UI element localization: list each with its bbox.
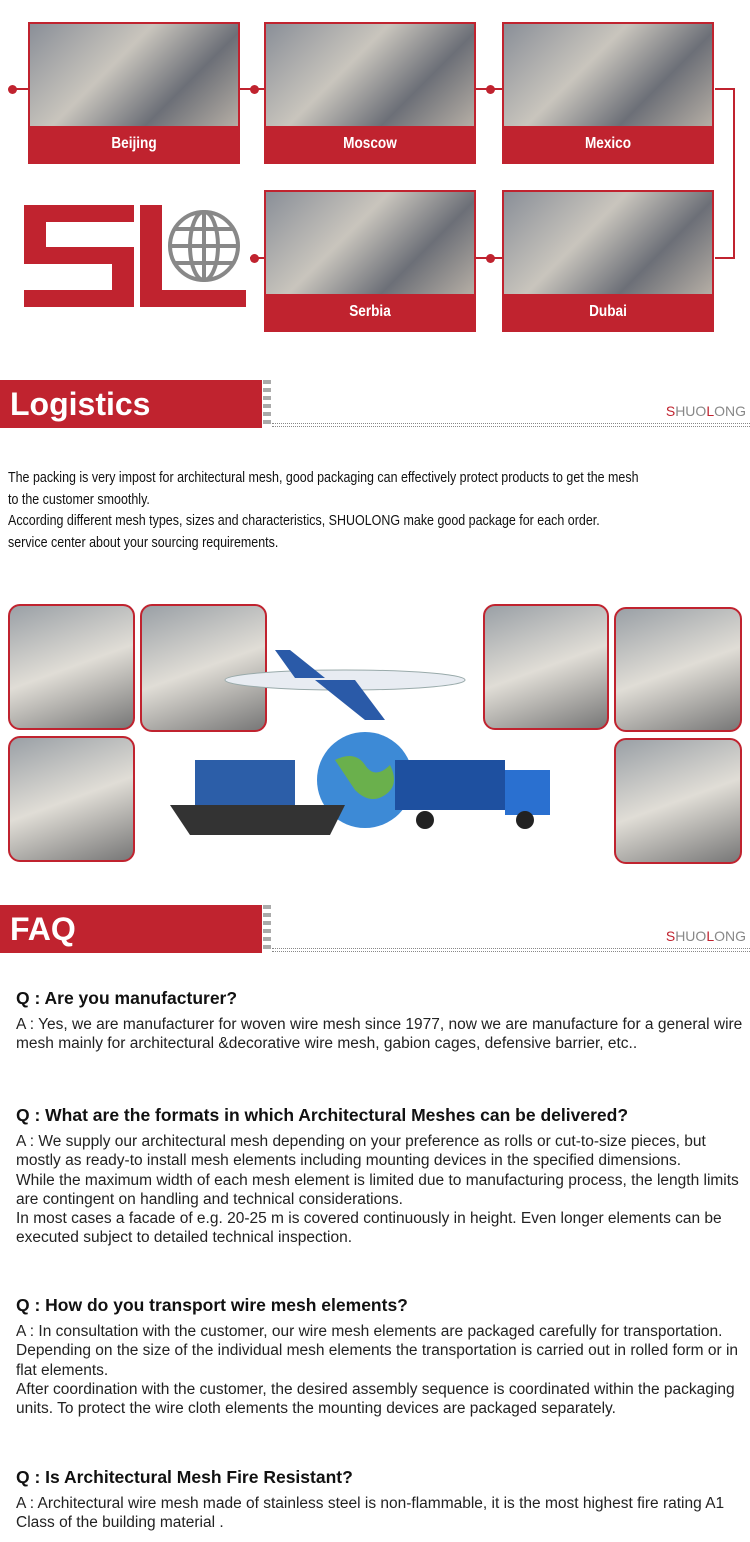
city-label: Mexico [584,135,632,152]
exhibition-photo [504,192,712,294]
city-label: Dubai [589,303,627,320]
divider [272,948,750,952]
paragraph: The packing is very impost for architectural mesh, good packaging can effectively protect products to get the mesh to the customer smoothly. [8,470,639,508]
faq-item [16,1295,746,1418]
paragraph: service center about your sourcing requirements. [8,534,279,551]
airplane-icon [225,650,465,720]
faq-answer: A : Architectural wire mesh made of stainless steel is non-flammable, it is the most highest fire rating A1 Class of the building material . [16,1495,725,1532]
faq-answer: In most cases a facade of e.g. 20-25 m is covered continuously in height. Even longer elements can be executed subject to detailed technical inspection. [16,1210,722,1247]
faq-answer: A : We supply our architectural mesh depending on your preference as rolls or cut-to-size pieces, but mostly as ready-to install mesh elements including mounting devices in the specified dimensions. [16,1133,706,1170]
exhibition-photo [266,24,474,126]
connector-dot [8,85,17,94]
city-label: Moscow [343,135,397,152]
faq-answer: After coordination with the customer, the desired assembly sequence is coordinated within the packaging units. To protect the wire cloth elements the mounting devices are packaged separately. [16,1380,735,1418]
packaging-photo [8,736,135,862]
packaging-photo [614,607,742,732]
city-label: Beijing [111,135,157,152]
decorative-checker [263,905,271,953]
connector-dot [250,85,259,94]
connector [733,88,735,259]
faq-question: Q : Are you manufacturer? [16,988,238,1008]
faq-item [16,1105,746,1248]
faq-answer: While the maximum width of each mesh element is limited due to manufacturing process, the length limits are contingent on handling and technical considerations. [16,1171,739,1208]
packaging-photo [8,604,135,730]
globe-icon [170,212,238,280]
logistics-description [8,468,644,554]
connector [715,257,735,259]
faq-item [16,988,746,1054]
connector-dot [486,85,495,94]
divider [272,423,750,427]
exhibition-card-mexico [502,22,714,164]
exhibition-photo [30,24,238,126]
faq-answer: A : In consultation with the customer, our wire mesh elements are packaged carefully for transportation. Depending on the size of the individual mesh elements the transportation is carried out in rolled form or in flat elements. [16,1323,739,1379]
truck-icon [395,760,550,829]
faq-answer: A : Yes, we are manufacturer for woven wire mesh since 1977, now we are manufacture for a general wire mesh mainly for architectural &decorative wire mesh, gabion cages, defensive barrier, etc.. [16,1016,743,1053]
section-title-faq: FAQ [0,905,262,953]
faq-question: Q : What are the formats in which Architectural Meshes can be delivered? [16,1105,629,1125]
faq-item [16,1467,746,1533]
connector-dot [250,254,259,263]
exhibition-photo [266,192,474,294]
brand-mark: SHUOLONG [665,928,746,944]
faq-question: Q : Is Architectural Mesh Fire Resistant? [16,1467,353,1487]
transport-illustration [165,620,565,850]
company-logo [24,205,246,307]
paragraph: According different mesh types, sizes and characteristics, SHUOLONG make good package for each order. [8,513,600,529]
exhibition-card-serbia [264,190,476,332]
city-label: Serbia [349,303,391,320]
exhibition-card-moscow [264,22,476,164]
decorative-checker [263,380,271,428]
section-title-logistics: Logistics [0,380,262,428]
brand-mark: SHUOLONG [665,403,746,419]
exhibition-card-dubai [502,190,714,332]
exhibition-card-beijing [28,22,240,164]
connector [715,88,735,90]
packaging-photo [614,738,742,864]
faq-question: Q : How do you transport wire mesh elements? [16,1295,408,1315]
connector-dot [486,254,495,263]
exhibition-photo [504,24,712,126]
